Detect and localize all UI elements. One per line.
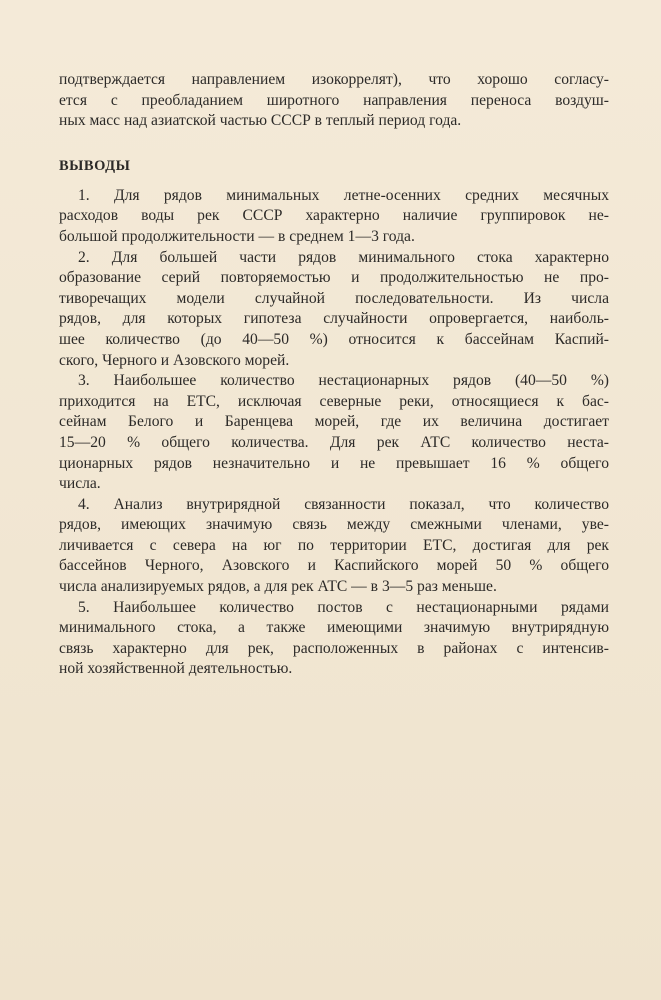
paragraph-line: 5. Наибольшее количество постов с нестационарными рядами [78,598,609,616]
paragraph-line: минимального стока, а также имеющими значимую внутрирядную [59,619,609,637]
paragraph-line: связь характерно для рек, расположенных в районах с интенсив- [59,639,609,657]
intro-line: ных масс над азиатской частью СССР в теплый период года. [59,112,462,130]
paragraph-line: рядов, имеющих значимую связь между смежными членами, уве- [59,516,609,534]
paragraph-line: числа. [59,475,101,493]
paragraph-line: большой продолжительности — в среднем 1—3 года. [59,227,415,245]
paragraph-line: 2. Для большей части рядов минимального стока характерно [78,248,609,266]
paragraph-line: числа анализируемых рядов, а для рек АТС — в 3—5 раз меньше. [59,578,497,596]
conclusion-paragraph-5 [59,598,609,680]
paragraph-line: ского, Черного и Азовского морей. [59,351,290,369]
paragraph-line: ционарных рядов незначительно и не превышает 16 % общего [59,454,609,472]
paragraph-line: тиворечащих модели случайной последовательности. Из числа [59,289,609,307]
conclusion-paragraph-4 [59,495,609,598]
paragraph-line: ной хозяйственной деятельностью. [59,660,293,678]
paragraph-line: бассейнов Черного, Азовского и Каспийского морей 50 % общего [59,557,609,575]
conclusion-paragraph-2 [59,248,609,372]
conclusion-paragraph-3 [59,371,609,495]
paragraph-line: образование серий повторяемостью и продолжительностью не про- [59,269,609,287]
intro-line: ется с преобладанием широтного направления переноса воздуш- [59,91,609,109]
paragraph-line: 4. Анализ внутрирядной связанности показал, что количество [78,495,609,513]
page-content [59,70,609,680]
paragraph-line: приходится на ЕТС, исключая северные реки, относящиеся к бас- [59,392,609,410]
paragraph-line: шее количество (до 40—50 %) относится к бассейнам Каспий- [59,330,609,348]
conclusion-paragraph-1 [59,186,609,248]
paragraph-line: сейнам Белого и Баренцева морей, где их величина достигает [59,413,609,431]
paragraph-line: расходов воды рек СССР характерно наличие группировок не- [59,207,609,225]
paragraph-line: рядов, для которых гипотеза случайности опровергается, наиболь- [59,310,609,328]
paragraph-line: 15—20 % общего количества. Для рек АТС количество неста- [59,433,609,451]
intro-line: подтверждается направлением изокоррелят), что хорошо согласу- [59,71,609,88]
section-heading: ВЫВОДЫ [59,157,131,174]
paragraph-line: 3. Наибольшее количество нестационарных рядов (40—50 %) [78,372,609,390]
paragraph-line: 1. Для рядов минимальных летне-осенних средних месячных [78,186,609,204]
intro-paragraph [59,70,609,132]
paragraph-line: личивается с севера на юг по территории ЕТС, достигая для рек [59,536,609,554]
